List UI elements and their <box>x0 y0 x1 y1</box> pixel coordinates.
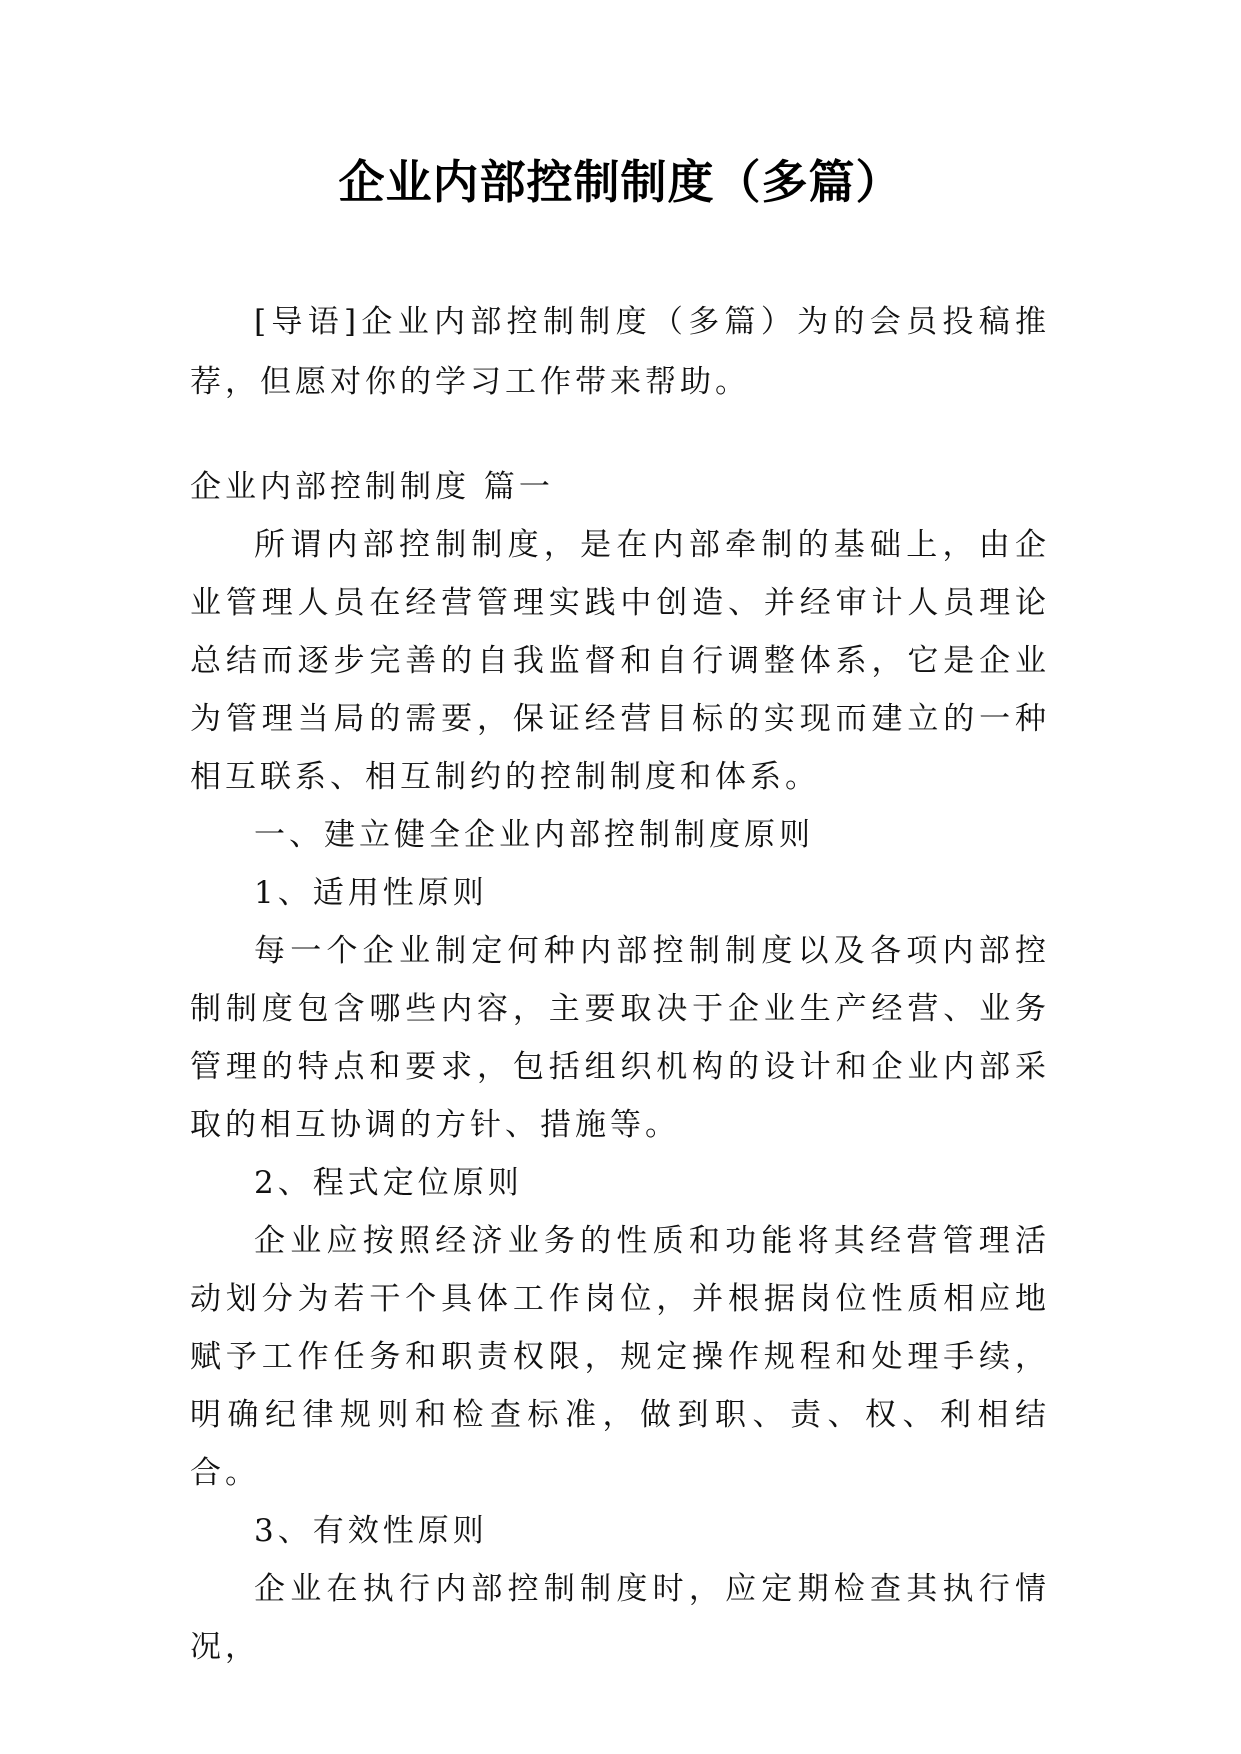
document-title: 企业内部控制制度（多篇） <box>338 155 903 209</box>
body-paragraph: 企业应按照经济业务的性质和功能将其经营管理活动划分为若干个具体工作岗位，并根据岗位性质相应地赋予工作任务和职责权限，规定操作规程和处理手续，明确纪律规则和检查标准，做到职、责、权、利相结合。 <box>190 1223 1050 1491</box>
subheading: 一、建立健全企业内部控制制度原则 <box>254 817 814 853</box>
intro-paragraph: [导语]企业内部控制制度（多篇）为的会员投稿推荐，但愿对你的学习工作带来帮助。 <box>190 304 1050 400</box>
subheading: 1、适用性原则 <box>254 875 488 911</box>
body-paragraph: 企业在执行内部控制制度时，应定期检查其执行情况， <box>190 1571 1050 1665</box>
body-paragraph: 所谓内部控制制度，是在内部牵制的基础上，由企业管理人员在经营管理实践中创造、并经审计人员理论总结而逐步完善的自我监督和自行调整体系，它是企业为管理当局的需要，保证经营目标的实现而建立的一种相互联系、相互制约的控制制度和体系。 <box>190 527 1050 795</box>
document-body <box>190 458 1050 1676</box>
body-paragraph: 每一个企业制定何种内部控制制度以及各项内部控制制度包含哪些内容，主要取决于企业生产经营、业务管理的特点和要求，包括组织机构的设计和企业内部采取的相互协调的方针、措施等。 <box>190 933 1050 1143</box>
subheading: 2、程式定位原则 <box>254 1165 523 1201</box>
subheading: 3、有效性原则 <box>254 1513 488 1549</box>
section-heading: 企业内部控制制度 篇一 <box>190 469 554 505</box>
